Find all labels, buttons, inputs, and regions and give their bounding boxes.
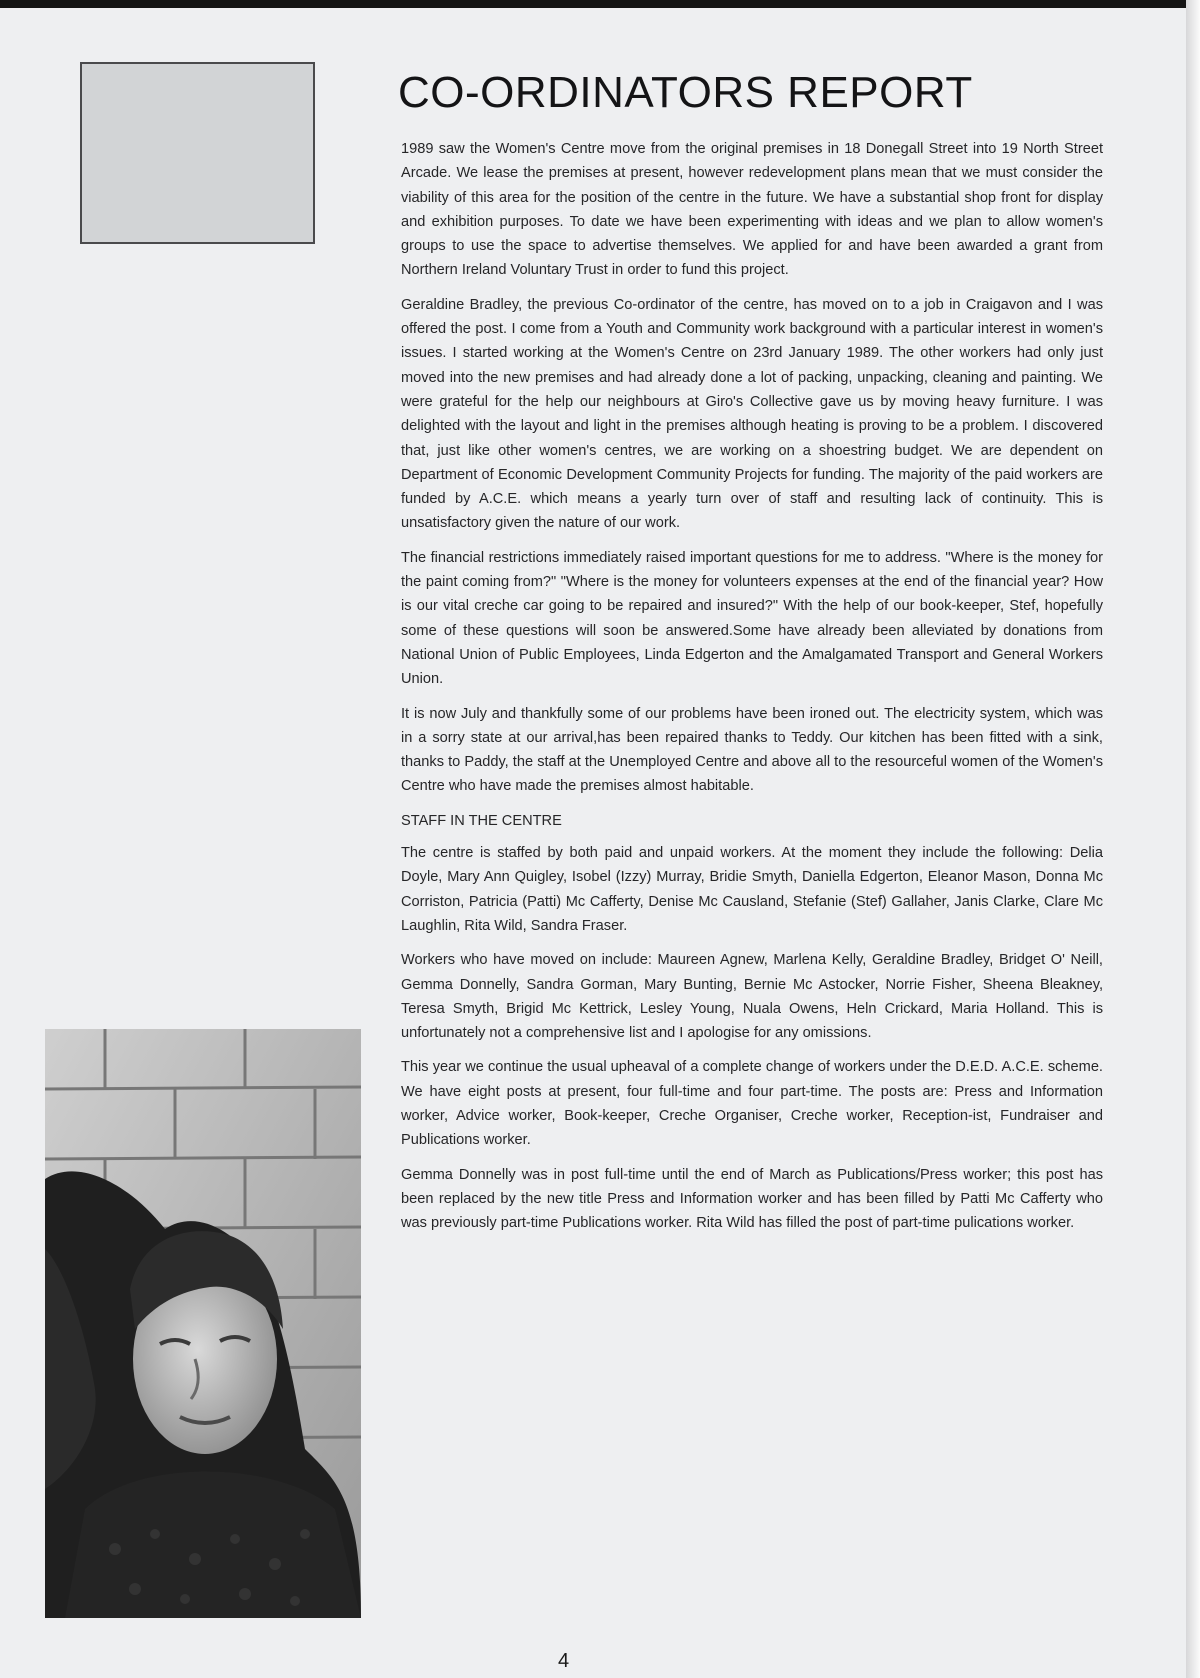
paragraph-ace-scheme: This year we continue the usual upheaval of a complete change of workers under the D.E.D. A.C.E. scheme. We have eight posts at present, four full-time and four part-time. The posts are: Press and Information worker, Advice worker, Book-keeper, Creche Organiser, Creche worker, Reception-ist, Fundraiser and Publications worker. [401,1059,1103,1149]
staff-section-heading: STAFF IN THE CENTRE [401,812,562,829]
paragraph-finances: The financial restrictions immediately raised important questions for me to address. "Where is the money for the paint coming from?" "Where is the money for volunteers expenses at the end of the financial year? How is our vital creche car going to be repaired and insured?" With the help of our book-keeper, Stef, hopefully some of these questions will soon be answered.Some have already been alleviated by donations from National Union of Public Employees, Linda Edgerton and the Amalgamated Transport and General Workers Union. [401,549,1103,688]
paragraph-current-staff: The centre is staffed by both paid and unpaid workers. At the moment they include the following: Delia Doyle, Mary Ann Quigley, Isobel (Izzy) Murray, Bridie Smyth, Daniella Edgerton, Eleanor Mason, Donna Mc Corriston, Patricia (Patti) Mc Cafferty, Denise Mc Causland, Stefanie (Stef) Gallaher, Janis Clarke, Clare Mc Laughlin, Rita Wild, Sandra Fraser. [401,845,1103,934]
paragraph-former-staff: Workers who have moved on include: Maureen Agnew, Marlena Kelly, Geraldine Bradley, Bridget O' Neill, Gemma Donnelly, Sandra Gorman, Mary Bunting, Bernie Mc Astocker, Norrie Fisher, Sheena Bleakney, Teresa Smyth, Brigid Mc Kettrick, Lesley Young, Nuala Owens, Heln Crickard, Maria Holland. This is unfortunately not a comprehensive list and I apologise for any omissions. [401,952,1103,1042]
paragraph-publications-post: Gemma Donnelly was in post full-time until the end of March as Publications/Press worker; this post has been replaced by the new title Press and Information worker and has been filled by Patti Mc Cafferty who was previously part-time Publications worker. Rita Wild has filled the post of part-time pulications worker. [401,1166,1103,1232]
adjacent-page-edge [1186,0,1200,1678]
page-title: CO-ORDINATORS REPORT [398,68,973,117]
paragraph-premises: 1989 saw the Women's Centre move from the original premises in 18 Donegall Street into 19 North Street Arcade. We lease the premises at present, however redevelopment plans mean that we must consider the viability of this area for the position of the centre in the future. We have a substantial shop front for display and exhibition purposes. To date we have been experimenting with ideas and we plan to allow women's groups to use the space to advertise themselves. We applied for and have been awarded a grant from Northern Ireland Voluntary Trust in order to fund this project. [401,141,1103,279]
paragraph-repairs: It is now July and thankfully some of our problems have been ironed out. The electricity system, which was in a sorry state at our arrival,has been repaired thanks to Teddy. Our kitchen has been fitted with a sink, thanks to Paddy, the staff at the Unemployed Centre and above all to the resourceful women of the Women's Centre who have made the premises almost habitable. [401,705,1103,795]
portrait-photo [45,1029,361,1618]
paragraph-coordinator: Geraldine Bradley, the previous Co-ordinator of the centre, has moved on to a job in Craigavon and I was offered the post. I come from a Youth and Community work background with a particular interest in women's issues. I started working at the Women's Centre on 23rd January 1989. The other workers had only just moved into the new premises and had already done a lot of packing, unpacking, cleaning and painting. We were grateful for the help our neighbours at Giro's Collective gave us by moving heavy furniture. I was delighted with the layout and light in the premises although heating is proving to be a problem. I discovered that, just like other women's centres, we are working on a shoestring budget. We are dependent on Department of Economic Development Community Projects for funding. The majority of the paid workers are funded by A.C.E. which means a yearly turn over of staff and resulting lack of continuity. This is unsatisfactory given the nature of our work. [401,296,1103,532]
report-body [401,137,1103,1245]
page-top-shadow [0,0,1200,8]
grey-placeholder-box [80,62,315,244]
report-page [0,8,1186,1678]
page-number: 4 [558,1650,570,1672]
